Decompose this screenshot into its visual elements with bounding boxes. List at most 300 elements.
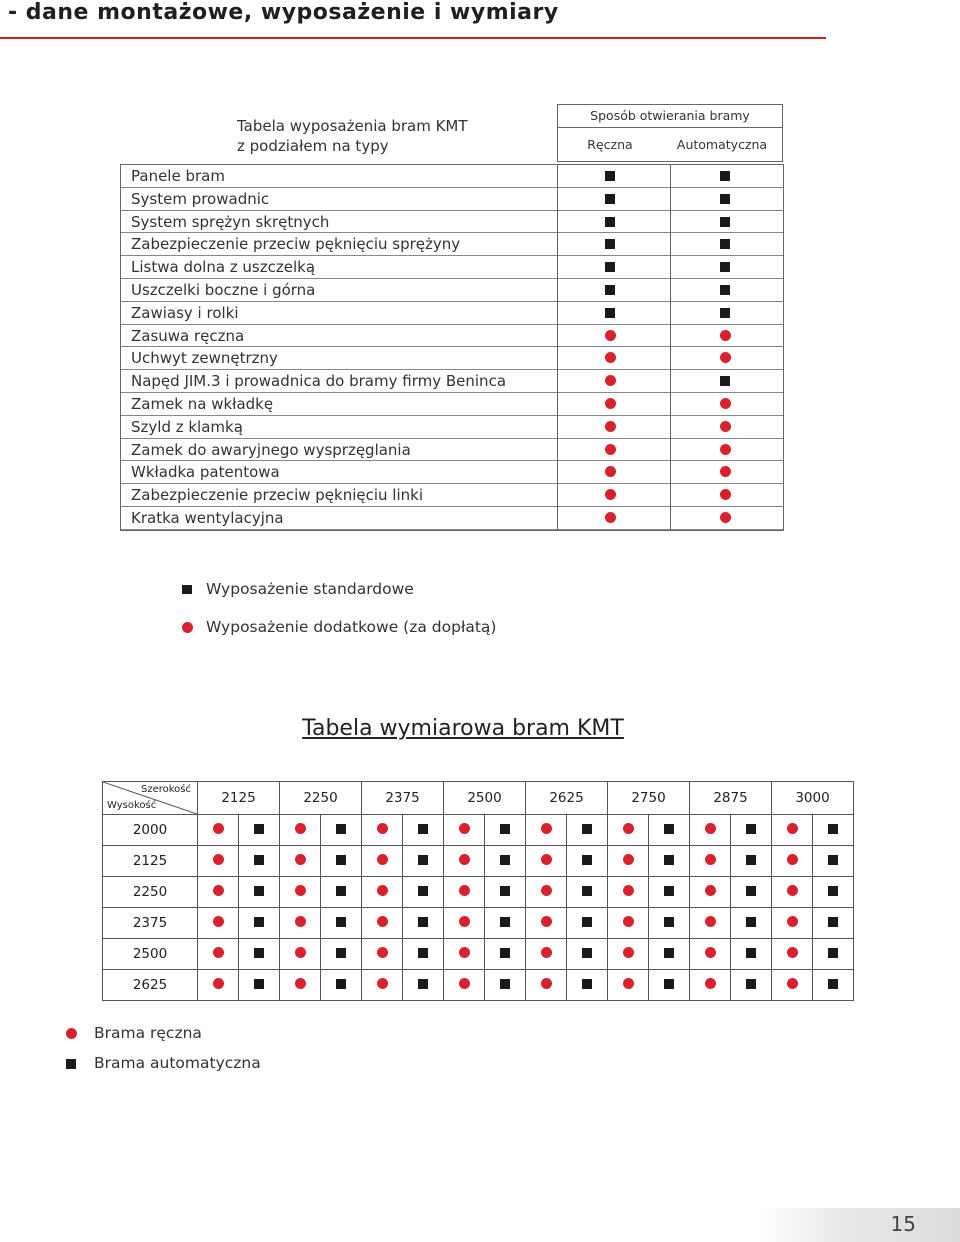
table-row <box>121 165 783 188</box>
manual-dot-icon <box>623 978 634 989</box>
automatic-square-icon <box>336 824 346 834</box>
width-header-cell: 2625 <box>526 782 608 815</box>
equipment-label: Szyld z klamką <box>131 417 243 436</box>
table-row <box>103 939 854 970</box>
automatic-square-icon <box>500 855 510 865</box>
automatic-gate-cell <box>403 846 444 877</box>
standard-square-icon <box>605 194 615 204</box>
automatic-square-icon <box>500 824 510 834</box>
manual-dot-icon <box>377 885 388 896</box>
table-row <box>121 302 783 325</box>
automatic-square-icon <box>664 824 674 834</box>
equipment-title-line2: z podziałem na typy <box>237 137 389 155</box>
manual-dot-icon <box>787 947 798 958</box>
manual-dot-icon <box>295 885 306 896</box>
automatic-square-icon <box>664 917 674 927</box>
equipment-label: Panele bram <box>131 167 225 185</box>
extra-dot-icon <box>605 444 616 455</box>
manual-gate-cell <box>444 908 485 939</box>
manual-dot-icon <box>623 823 634 834</box>
manual-dot-icon <box>541 916 552 927</box>
manual-dot-icon <box>541 885 552 896</box>
manual-gate-cell <box>444 939 485 970</box>
manual-gate-cell <box>362 846 403 877</box>
manual-gate-cell <box>198 908 239 939</box>
table-row <box>121 347 783 370</box>
automatic-square-icon <box>746 824 756 834</box>
manual-dot-icon <box>295 978 306 989</box>
automatic-gate-cell <box>649 846 690 877</box>
column-divider <box>670 165 671 530</box>
manual-dot-icon <box>295 823 306 834</box>
automatic-square-icon <box>582 855 592 865</box>
standard-square-icon <box>605 217 615 227</box>
equipment-label: Zamek na wkładkę <box>131 394 274 413</box>
manual-gate-cell <box>444 846 485 877</box>
automatic-gate-cell <box>321 877 362 908</box>
manual-dot-icon <box>377 823 388 834</box>
manual-gate-cell <box>280 939 321 970</box>
automatic-gate-cell <box>813 908 854 939</box>
automatic-square-icon <box>664 886 674 896</box>
footer-tab <box>760 1208 960 1242</box>
opening-method-header <box>557 104 783 162</box>
automatic-gate-cell <box>403 815 444 846</box>
manual-dot-icon <box>295 854 306 865</box>
table-row <box>103 970 854 1001</box>
table-row <box>121 188 783 211</box>
equipment-label: Wkładka patentowa <box>131 463 280 482</box>
table-row <box>121 393 783 416</box>
equipment-label: Zamek do awaryjnego wysprzęglania <box>131 440 411 459</box>
automatic-square-icon <box>254 948 264 958</box>
automatic-gate-cell <box>403 939 444 970</box>
page-number: 15 <box>890 1212 916 1236</box>
manual-dot-icon <box>623 885 634 896</box>
manual-gate-cell <box>362 908 403 939</box>
header-divider <box>0 37 826 39</box>
automatic-gate-cell <box>649 939 690 970</box>
square-icon <box>182 585 192 594</box>
legend-standard <box>182 580 414 598</box>
standard-square-icon <box>720 239 730 249</box>
automatic-square-icon <box>746 948 756 958</box>
automatic-square-icon <box>582 824 592 834</box>
manual-gate-cell <box>198 815 239 846</box>
automatic-gate-cell <box>321 846 362 877</box>
table-row <box>121 325 783 348</box>
width-header-cell: 3000 <box>772 782 854 815</box>
automatic-square-icon <box>828 948 838 958</box>
automatic-gate-cell <box>731 939 772 970</box>
automatic-gate-cell <box>731 970 772 1001</box>
manual-dot-icon <box>213 885 224 896</box>
automatic-gate-cell <box>403 877 444 908</box>
table-row <box>121 256 783 279</box>
extra-dot-icon <box>720 512 731 523</box>
automatic-gate-cell <box>731 815 772 846</box>
extra-dot-icon <box>720 421 731 432</box>
automatic-gate-cell <box>731 908 772 939</box>
manual-dot-icon <box>787 978 798 989</box>
standard-square-icon <box>720 194 730 204</box>
square-icon <box>66 1059 76 1069</box>
legend-automatic-gate-label: Brama automatyczna <box>94 1054 261 1072</box>
automatic-square-icon <box>828 917 838 927</box>
standard-square-icon <box>605 308 615 318</box>
automatic-square-icon <box>336 948 346 958</box>
manual-dot-icon <box>623 854 634 865</box>
automatic-gate-cell <box>649 877 690 908</box>
width-header-cell: 2250 <box>280 782 362 815</box>
manual-gate-cell <box>608 908 649 939</box>
equipment-title-line1: Tabela wyposażenia bram KMT <box>237 117 468 135</box>
legend-standard-label: Wyposażenie standardowe <box>206 580 414 598</box>
equipment-label: System sprężyn skrętnych <box>131 212 330 231</box>
manual-gate-cell <box>280 815 321 846</box>
extra-dot-icon <box>720 352 731 363</box>
manual-gate-cell <box>772 846 813 877</box>
equipment-label: Uchwyt zewnętrzny <box>131 349 278 368</box>
width-header-cell: 2750 <box>608 782 690 815</box>
manual-dot-icon <box>541 978 552 989</box>
extra-dot-icon <box>605 330 616 341</box>
automatic-square-icon <box>664 855 674 865</box>
manual-dot-icon <box>705 947 716 958</box>
manual-dot-icon <box>541 823 552 834</box>
extra-dot-icon <box>720 330 731 341</box>
manual-gate-cell <box>362 877 403 908</box>
standard-square-icon <box>605 262 615 272</box>
manual-gate-cell <box>772 908 813 939</box>
table-row <box>121 484 783 507</box>
manual-gate-cell <box>198 970 239 1001</box>
standard-square-icon <box>605 285 615 295</box>
manual-dot-icon <box>623 947 634 958</box>
equipment-label: Kratka wentylacyjna <box>131 508 284 527</box>
automatic-square-icon <box>828 855 838 865</box>
manual-gate-cell <box>690 815 731 846</box>
automatic-square-icon <box>254 979 264 989</box>
manual-dot-icon <box>377 916 388 927</box>
column-automatic-label: Automatyczna <box>676 137 768 152</box>
automatic-gate-cell <box>813 846 854 877</box>
manual-dot-icon <box>213 854 224 865</box>
standard-square-icon <box>720 262 730 272</box>
manual-dot-icon <box>295 947 306 958</box>
equipment-label: Listwa dolna z uszczelką <box>131 258 316 277</box>
manual-gate-cell <box>690 877 731 908</box>
height-header-cell: 2250 <box>103 877 198 908</box>
manual-dot-icon <box>377 854 388 865</box>
automatic-square-icon <box>336 886 346 896</box>
automatic-gate-cell <box>567 815 608 846</box>
table-row <box>121 279 783 302</box>
manual-dot-icon <box>213 978 224 989</box>
automatic-square-icon <box>500 979 510 989</box>
automatic-square-icon <box>828 824 838 834</box>
table-row <box>103 846 854 877</box>
manual-gate-cell <box>690 908 731 939</box>
automatic-gate-cell <box>485 815 526 846</box>
standard-square-icon <box>720 376 730 386</box>
manual-dot-icon <box>377 947 388 958</box>
automatic-gate-cell <box>731 877 772 908</box>
manual-gate-cell <box>608 970 649 1001</box>
extra-dot-icon <box>605 489 616 500</box>
dimension-table <box>102 781 854 1001</box>
automatic-square-icon <box>582 886 592 896</box>
extra-dot-icon <box>720 489 731 500</box>
manual-dot-icon <box>459 916 470 927</box>
automatic-gate-cell <box>813 815 854 846</box>
table-row <box>121 416 783 439</box>
manual-dot-icon <box>705 854 716 865</box>
manual-gate-cell <box>362 970 403 1001</box>
automatic-square-icon <box>418 855 428 865</box>
automatic-gate-cell <box>567 877 608 908</box>
manual-dot-icon <box>459 947 470 958</box>
equipment-table <box>120 164 784 531</box>
automatic-square-icon <box>254 855 264 865</box>
height-header-cell: 2375 <box>103 908 198 939</box>
standard-square-icon <box>720 217 730 227</box>
table-row <box>121 461 783 484</box>
automatic-square-icon <box>418 824 428 834</box>
manual-dot-icon <box>377 978 388 989</box>
automatic-square-icon <box>418 948 428 958</box>
manual-gate-cell <box>526 970 567 1001</box>
automatic-square-icon <box>582 979 592 989</box>
automatic-gate-cell <box>649 970 690 1001</box>
automatic-gate-cell <box>403 970 444 1001</box>
manual-dot-icon <box>787 854 798 865</box>
manual-gate-cell <box>280 877 321 908</box>
table-row <box>103 815 854 846</box>
legend-extra <box>182 618 496 636</box>
manual-gate-cell <box>526 908 567 939</box>
manual-gate-cell <box>608 877 649 908</box>
manual-gate-cell <box>444 815 485 846</box>
automatic-gate-cell <box>731 846 772 877</box>
manual-gate-cell <box>608 846 649 877</box>
manual-gate-cell <box>444 877 485 908</box>
automatic-square-icon <box>336 917 346 927</box>
automatic-square-icon <box>664 948 674 958</box>
manual-gate-cell <box>772 877 813 908</box>
automatic-square-icon <box>336 979 346 989</box>
manual-gate-cell <box>772 939 813 970</box>
width-header-cell: 2375 <box>362 782 444 815</box>
automatic-gate-cell <box>485 877 526 908</box>
automatic-square-icon <box>418 979 428 989</box>
dot-icon <box>66 1028 77 1039</box>
standard-square-icon <box>720 308 730 318</box>
manual-dot-icon <box>541 854 552 865</box>
automatic-gate-cell <box>239 846 280 877</box>
equipment-label: Zabezpieczenie przeciw pęknięciu linki <box>131 486 423 505</box>
dot-icon <box>182 622 193 633</box>
automatic-square-icon <box>418 886 428 896</box>
manual-dot-icon <box>213 947 224 958</box>
legend-manual-gate-label: Brama ręczna <box>94 1024 202 1042</box>
manual-gate-cell <box>362 815 403 846</box>
manual-dot-icon <box>459 823 470 834</box>
automatic-gate-cell <box>813 970 854 1001</box>
automatic-square-icon <box>828 886 838 896</box>
width-header-cell: 2875 <box>690 782 772 815</box>
manual-gate-cell <box>198 877 239 908</box>
automatic-square-icon <box>746 855 756 865</box>
manual-dot-icon <box>459 885 470 896</box>
page-title: - dane montażowe, wyposażenie i wymiary <box>8 0 559 25</box>
dimension-table-title: Tabela wymiarowa bram KMT <box>302 716 624 741</box>
automatic-gate-cell <box>485 970 526 1001</box>
manual-gate-cell <box>198 939 239 970</box>
automatic-gate-cell <box>403 908 444 939</box>
extra-dot-icon <box>605 375 616 386</box>
manual-gate-cell <box>526 877 567 908</box>
equipment-label: Zasuwa ręczna <box>131 326 245 345</box>
automatic-gate-cell <box>239 877 280 908</box>
automatic-square-icon <box>746 917 756 927</box>
automatic-square-icon <box>336 855 346 865</box>
automatic-square-icon <box>418 917 428 927</box>
automatic-square-icon <box>664 979 674 989</box>
height-axis-label: Wysokość <box>107 800 157 811</box>
automatic-gate-cell <box>649 815 690 846</box>
height-header-cell: 2500 <box>103 939 198 970</box>
width-header-cell: 2500 <box>444 782 526 815</box>
standard-square-icon <box>720 285 730 295</box>
automatic-gate-cell <box>321 939 362 970</box>
automatic-gate-cell <box>239 908 280 939</box>
opening-method-group-label: Sposób otwierania bramy <box>558 105 782 128</box>
automatic-gate-cell <box>321 908 362 939</box>
manual-dot-icon <box>623 916 634 927</box>
automatic-square-icon <box>254 824 264 834</box>
automatic-gate-cell <box>813 877 854 908</box>
height-header-cell: 2000 <box>103 815 198 846</box>
automatic-gate-cell <box>567 939 608 970</box>
equipment-label: Uszczelki boczne i górna <box>131 280 316 299</box>
manual-dot-icon <box>787 916 798 927</box>
extra-dot-icon <box>605 466 616 477</box>
automatic-gate-cell <box>567 970 608 1001</box>
legend-extra-label: Wyposażenie dodatkowe (za dopłatą) <box>206 618 497 636</box>
manual-gate-cell <box>608 815 649 846</box>
manual-dot-icon <box>787 823 798 834</box>
manual-gate-cell <box>690 846 731 877</box>
automatic-square-icon <box>828 979 838 989</box>
legend-automatic-gate <box>66 1054 261 1072</box>
manual-dot-icon <box>213 916 224 927</box>
extra-dot-icon <box>720 444 731 455</box>
automatic-gate-cell <box>649 908 690 939</box>
height-header-cell: 2125 <box>103 846 198 877</box>
width-header-cell: 2125 <box>198 782 280 815</box>
manual-dot-icon <box>541 947 552 958</box>
column-manual-label: Ręczna <box>587 137 633 152</box>
equipment-label: System prowadnic <box>131 189 270 208</box>
extra-dot-icon <box>605 352 616 363</box>
manual-gate-cell <box>280 970 321 1001</box>
manual-dot-icon <box>705 823 716 834</box>
manual-gate-cell <box>526 815 567 846</box>
automatic-gate-cell <box>321 815 362 846</box>
automatic-square-icon <box>582 917 592 927</box>
automatic-square-icon <box>500 886 510 896</box>
manual-gate-cell <box>198 846 239 877</box>
automatic-square-icon <box>500 917 510 927</box>
automatic-gate-cell <box>813 939 854 970</box>
manual-gate-cell <box>608 939 649 970</box>
manual-gate-cell <box>526 846 567 877</box>
table-row <box>121 507 783 530</box>
manual-dot-icon <box>459 854 470 865</box>
automatic-square-icon <box>746 979 756 989</box>
equipment-label: Zabezpieczenie przeciw pęknięciu sprężyny <box>131 235 461 254</box>
automatic-gate-cell <box>485 908 526 939</box>
automatic-gate-cell <box>321 970 362 1001</box>
equipment-label: Zawiasy i rolki <box>131 303 239 322</box>
manual-gate-cell <box>526 939 567 970</box>
manual-dot-icon <box>787 885 798 896</box>
extra-dot-icon <box>720 466 731 477</box>
dimension-corner-cell <box>103 782 198 815</box>
automatic-square-icon <box>500 948 510 958</box>
manual-dot-icon <box>213 823 224 834</box>
column-divider <box>557 165 558 530</box>
extra-dot-icon <box>605 421 616 432</box>
automatic-gate-cell <box>485 939 526 970</box>
automatic-gate-cell <box>485 846 526 877</box>
table-row <box>121 211 783 234</box>
width-axis-label: Szerokość <box>140 784 191 795</box>
manual-gate-cell <box>772 970 813 1001</box>
automatic-square-icon <box>582 948 592 958</box>
manual-dot-icon <box>705 916 716 927</box>
table-row <box>103 877 854 908</box>
manual-gate-cell <box>280 846 321 877</box>
manual-gate-cell <box>444 970 485 1001</box>
manual-gate-cell <box>690 970 731 1001</box>
manual-gate-cell <box>772 815 813 846</box>
manual-dot-icon <box>459 978 470 989</box>
automatic-square-icon <box>254 886 264 896</box>
manual-dot-icon <box>705 885 716 896</box>
table-row <box>121 439 783 462</box>
height-header-cell: 2625 <box>103 970 198 1001</box>
manual-dot-icon <box>705 978 716 989</box>
standard-square-icon <box>605 239 615 249</box>
automatic-gate-cell <box>239 815 280 846</box>
automatic-square-icon <box>746 886 756 896</box>
extra-dot-icon <box>720 398 731 409</box>
extra-dot-icon <box>605 512 616 523</box>
manual-gate-cell <box>362 939 403 970</box>
table-row <box>103 908 854 939</box>
automatic-square-icon <box>254 917 264 927</box>
standard-square-icon <box>720 171 730 181</box>
automatic-gate-cell <box>567 846 608 877</box>
table-row <box>121 370 783 393</box>
table-row <box>121 233 783 256</box>
equipment-label: Napęd JIM.3 i prowadnica do bramy firmy Beninca <box>131 372 507 391</box>
extra-dot-icon <box>605 398 616 409</box>
legend-manual-gate <box>66 1024 202 1042</box>
manual-dot-icon <box>295 916 306 927</box>
